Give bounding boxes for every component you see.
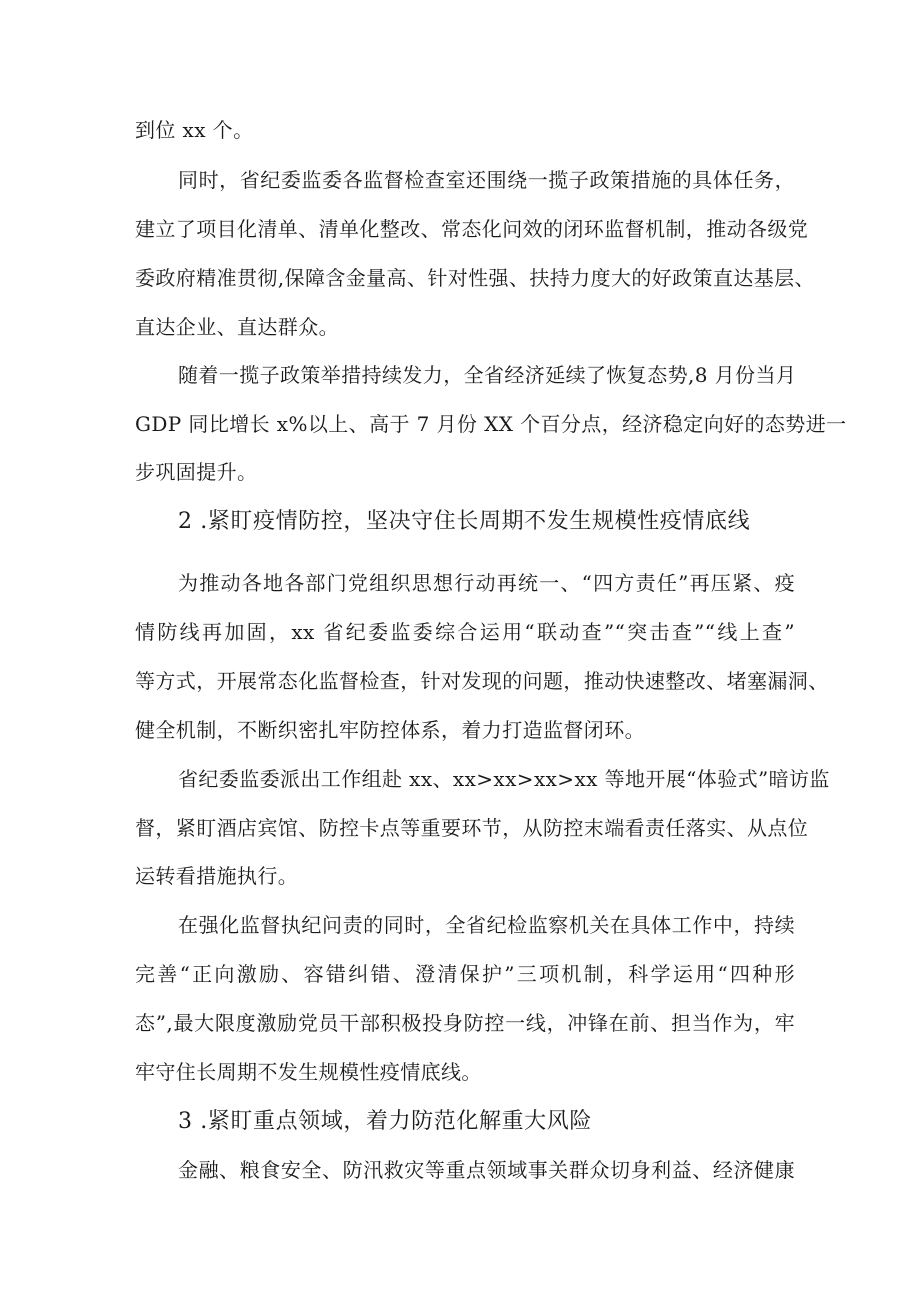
paragraph-line-2: 同时，省纪委监委各监督检查室还围绕一揽子政策措施的具体任务， xyxy=(178,168,795,192)
section-heading-3: 3 .紧盯重点领域，着力防范化解重大风险 xyxy=(178,1109,592,1134)
paragraph-line-7: GDP 同比增长 x%以上、高于 7 月份 XX 个百分点，经济稳定向好的态势进一 xyxy=(135,412,847,436)
paragraph-line-16: 运转看措施执行。 xyxy=(135,864,299,888)
paragraph-line-19: 态”,最大限度激励党员干部积极投身防控一线，冲锋在前、担当作为，牢 xyxy=(135,1011,795,1035)
paragraph-line-13: 健全机制，不断织密扎牢防控体系，着力打造监督闭环。 xyxy=(135,718,645,742)
paragraph-line-11: 情防线再加固，xx 省纪委监委综合运用“联动查”“突击查”“线上查” xyxy=(135,620,795,644)
text-line-1: 到位 xx 个。 xyxy=(135,118,254,142)
paragraph-line-20: 牢守住长周期不发生规模性疫情底线。 xyxy=(135,1060,482,1084)
paragraph-line-10: 为推动各地各部门党组织思想行动再统一、“四方责任”再压紧、疫 xyxy=(178,571,795,595)
paragraph-line-8: 步巩固提升。 xyxy=(135,460,258,484)
paragraph-line-6: 随着一揽子政策举措持续发力，全省经济延续了恢复态势,8 月份当月 xyxy=(178,363,797,387)
paragraph-line-14: 省纪委监委派出工作组赴 xx、xx>xx>xx>xx 等地开展“体验式”暗访监 xyxy=(178,767,830,791)
section-heading-2: 2 .紧盯疫情防控，坚决守住长周期不发生规模性疫情底线 xyxy=(178,509,751,534)
paragraph-line-5: 直达企业、直达群众。 xyxy=(135,315,339,339)
paragraph-line-18: 完善“正向激励、容错纠错、澄清保护”三项机制，科学运用“四种形 xyxy=(135,962,795,986)
paragraph-line-17: 在强化监督执纪问责的同时，全省纪检监察机关在具体工作中，持续 xyxy=(178,913,795,937)
paragraph-line-12: 等方式，开展常态化监督检查，针对发现的问题，推动快速整改、堵塞漏洞、 xyxy=(135,669,829,693)
paragraph-line-15: 督，紧盯酒店宾馆、防控卡点等重要环节，从防控末端看责任落实、从点位 xyxy=(135,816,809,840)
paragraph-line-4: 委政府精准贯彻,保障含金量高、针对性强、扶持力度大的好政策直达基层、 xyxy=(135,266,815,290)
paragraph-line-3: 建立了项目化清单、清单化整改、常态化问效的闭环监督机制，推动各级党 xyxy=(135,217,809,241)
paragraph-line-22: 金融、粮食安全、防汛救灾等重点领域事关群众切身利益、经济健康 xyxy=(178,1158,795,1182)
